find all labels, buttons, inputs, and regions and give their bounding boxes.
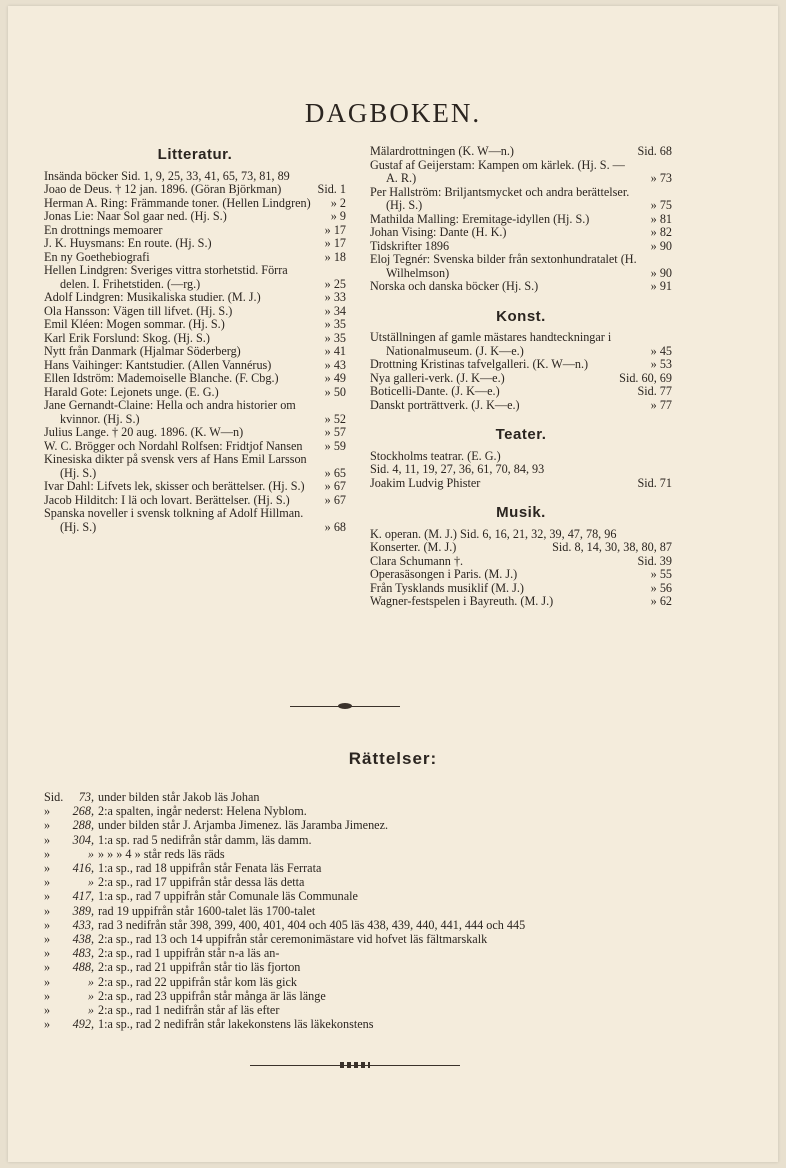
correction-row [44, 946, 744, 960]
entry-page: » 41 [324, 344, 346, 358]
correction-text: 2:a sp., rad 21 uppifrån står tio läs fjorton [98, 960, 301, 975]
entry-title: Jane Gernandt-Claine: Hella och andra historier om kvinnor. (Hj. S.) [44, 398, 296, 426]
correction-page: 73, [78, 790, 94, 804]
entry-page: » 82 [650, 225, 672, 239]
section-divider [290, 706, 400, 707]
index-entry [370, 568, 672, 582]
correction-row [44, 1003, 744, 1017]
musik-list [370, 528, 672, 609]
teater-list [370, 450, 672, 491]
teater-heading: Teater. [495, 426, 547, 443]
entry-title: Hans Vaihinger: Kantstudier. (Allen Vannérus) [44, 357, 272, 372]
index-entry [44, 318, 346, 332]
right-column [370, 145, 672, 609]
entry-title: J. K. Huysmans: En route. (Hj. S.) [44, 236, 212, 250]
index-entry [44, 453, 346, 480]
correction-text: 2:a sp., rad 22 uppifrån står kom läs gick [98, 974, 298, 989]
entry-page: » 90 [650, 265, 672, 280]
entry-page: » 62 [650, 594, 672, 608]
entry-page: » 67 [324, 479, 346, 493]
correction-text: under bilden står Jakob läs Johan [98, 790, 260, 804]
correction-row [44, 975, 744, 989]
index-entry [44, 494, 346, 508]
correction-page: 483, [72, 946, 94, 961]
entry-title: Gustaf af Geijerstam: Kampen om kärlek. (Hj. S. — A. R.) [370, 157, 625, 185]
correction-page: 288, [72, 818, 94, 833]
entry-page: » 90 [650, 238, 672, 253]
entry-page: » 17 [324, 236, 346, 250]
entry-page: » 55 [650, 567, 672, 581]
correction-text: 1:a sp. rad 5 nedifrån står damm, läs damm. [98, 832, 312, 847]
correction-prefix: » [44, 889, 51, 904]
correction-prefix: » [44, 960, 51, 975]
index-entry [44, 291, 346, 305]
correction-prefix: » [44, 988, 51, 1003]
index-entry [44, 399, 346, 426]
correction-text: under bilden står J. Arjamba Jimenez. läs Jaramba Jimenez. [98, 818, 389, 833]
entry-page: » 56 [650, 580, 672, 595]
correction-page: 416, [72, 861, 94, 876]
index-entry [44, 345, 346, 359]
index-entry [370, 186, 672, 213]
index-entry [44, 507, 346, 534]
correction-page: » [87, 846, 94, 861]
entry-title: Stockholms teatrar. (E. G.) [370, 448, 501, 463]
konst-heading: Konst. [496, 307, 546, 325]
index-entry [44, 359, 346, 373]
index-entry [44, 170, 346, 184]
correction-text: 2:a sp., rad 23 uppifrån står många är läs länge [98, 988, 326, 1003]
index-entry [44, 210, 346, 224]
index-entry [44, 224, 346, 238]
entry-page: » 18 [324, 249, 346, 264]
correction-row [44, 960, 744, 974]
index-entry [44, 251, 346, 265]
entry-page: » 59 [324, 438, 346, 453]
correction-row [44, 847, 744, 861]
musik-heading: Musik. [496, 504, 546, 521]
correction-prefix: » [44, 903, 51, 918]
index-entry [370, 463, 672, 477]
entry-title: Per Hallström: Briljantsmycket och andra berättelser. (Hj. S.) [370, 184, 630, 212]
correction-text: 2:a sp., rad 1 uppifrån står n-a läs an- [98, 946, 280, 961]
entry-title: Harald Gote: Lejonets unge. (E. G.) [44, 384, 219, 399]
correction-page: 268, [72, 804, 94, 819]
litteratur-list [44, 170, 346, 535]
entry-title: Utställningen af gamle mästares handteckningar i Nationalmuseum. (J. K—e.) [370, 330, 612, 358]
correction-page: » [87, 988, 94, 1003]
entry-title: Wagner-festspelen i Bayreuth. (M. J.) [370, 594, 554, 608]
entry-page: Sid. 60, 69 [619, 370, 672, 385]
entry-page: » 35 [324, 330, 346, 345]
entry-title: W. C. Brögger och Nordahl Rolfsen: Fridtjof Nansen [44, 438, 303, 453]
correction-text: 2:a sp., rad 13 och 14 uppifrån står ceremonimästare vid hofvet läs fältmarskalk [98, 932, 488, 947]
entry-title: Eloj Tegnér: Svenska bilder från sextonhundratalet (H. Wilhelmson) [370, 252, 637, 280]
correction-prefix: » [44, 832, 51, 847]
entry-title: Spanska noveller i svensk tolkning af Adolf Hillman. (Hj. S.) [44, 506, 304, 534]
correction-text: rad 3 nedifrån står 398, 399, 400, 401, 404 och 405 läs 438, 439, 440, 441, 444 och 445 [98, 917, 526, 932]
end-divider [250, 1065, 460, 1066]
entry-page: » 81 [650, 211, 672, 226]
correction-text: 1:a sp., rad 18 uppifrån står Fenata läs Ferrata [98, 861, 322, 876]
entry-title: Konserter. (M. J.) [370, 540, 457, 554]
index-entry [370, 331, 672, 358]
litteratur-column [44, 148, 346, 534]
correction-prefix: » [44, 917, 51, 932]
correction-page: » [87, 875, 94, 890]
entry-title: Ellen Idström: Mademoiselle Blanche. (F. Cbg.) [44, 371, 279, 385]
rattelser-list [44, 790, 744, 1031]
entry-title: Nytt från Danmark (Hjalmar Söderberg) [44, 344, 241, 358]
index-entry [370, 385, 672, 399]
correction-row [44, 875, 744, 889]
entry-page: » 34 [324, 303, 346, 318]
entry-page: » 57 [324, 425, 346, 439]
entry-title: Hellen Lindgren: Sveriges vittra storhetstid. Förra delen. I. Frihetstiden. (—rg.) [44, 263, 288, 291]
correction-page: 488, [72, 960, 94, 975]
entry-title: Ivar Dahl: Lifvets lek, skisser och berättelser. (Hj. S.) [44, 479, 305, 493]
entry-page: » 45 [650, 343, 672, 358]
page-title: DAGBOKEN. [304, 98, 482, 128]
entry-title: K. operan. (M. J.) Sid. 6, 16, 21, 32, 39, 47, 78, 96 [370, 526, 617, 541]
correction-prefix: » [44, 1003, 51, 1018]
index-entry [370, 253, 672, 280]
entry-title: Emil Kléen: Mogen sommar. (Hj. S.) [44, 317, 225, 331]
correction-row [44, 932, 744, 946]
entry-page: » 77 [650, 397, 672, 412]
entry-title: En ny Goethebiografi [44, 249, 150, 264]
entry-title: Adolf Lindgren: Musikaliska studier. (M. J.) [44, 290, 261, 304]
index-entry [44, 197, 346, 211]
index-entry [370, 226, 672, 240]
correction-page: 433, [72, 917, 94, 932]
entry-page: » 2 [330, 195, 346, 210]
entry-title: Danskt porträttverk. (J. K—e.) [370, 397, 520, 412]
entry-title: Mathilda Malling: Eremitage-idyllen (Hj. S.) [370, 211, 590, 226]
index-entry [370, 595, 672, 609]
correction-text: 1:a sp., rad 7 uppifrån står Comunale läs Communale [98, 889, 358, 904]
entry-page: » 25 [324, 276, 346, 291]
index-entry [370, 450, 672, 464]
entry-page: » 35 [324, 317, 346, 331]
correction-prefix: » [44, 974, 51, 989]
entry-page: » 52 [324, 411, 346, 426]
ornament-icon [338, 703, 352, 709]
correction-page: 492, [72, 1017, 94, 1032]
index-entry [370, 372, 672, 386]
entry-title: Mälardrottningen (K. W—n.) [370, 144, 514, 158]
correction-prefix: » [44, 804, 51, 819]
correction-page: 417, [72, 889, 94, 904]
entry-title: Joao de Deus. † 12 jan. 1896. (Göran Björkman) [44, 182, 282, 196]
index-entry [44, 386, 346, 400]
index-entry [370, 582, 672, 596]
correction-page: » [87, 974, 94, 989]
index-entry [370, 145, 672, 159]
index-entry [44, 237, 346, 251]
entry-title: Boticelli-Dante. (J. K—e.) [370, 384, 500, 398]
entry-title: Joakim Ludvig Phister [370, 475, 481, 490]
correction-text: rad 19 uppifrån står 1600-talet läs 1700-talet [98, 903, 316, 918]
entry-page: Sid. 8, 14, 30, 38, 80, 87 [552, 540, 672, 554]
entry-title: Julius Lange. † 20 aug. 1896. (K. W—n) [44, 425, 244, 439]
correction-row [44, 818, 744, 832]
konst-list [370, 331, 672, 412]
entry-page: Sid. 1 [317, 182, 346, 196]
correction-text: 2:a sp., rad 1 nedifrån står af läs efter [98, 1003, 280, 1018]
entry-title: Från Tysklands musiklif (M. J.) [370, 580, 524, 595]
correction-text: 2:a sp., rad 17 uppifrån står dessa läs detta [98, 875, 305, 890]
correction-page: » [87, 1003, 94, 1018]
entry-page: » 75 [650, 198, 672, 212]
correction-row [44, 889, 744, 903]
correction-page: 389, [72, 903, 94, 918]
entry-title: Clara Schumann †. [370, 553, 464, 568]
entry-page: » 17 [324, 222, 346, 237]
entry-title: Jacob Hilditch: I lä och lovart. Berättelser. (Hj. S.) [44, 492, 290, 507]
correction-row [44, 804, 744, 818]
correction-row [44, 918, 744, 932]
entry-title: Herman A. Ring: Främmande toner. (Hellen Lindgren) [44, 195, 311, 210]
entry-page: Sid. 77 [637, 384, 672, 398]
correction-text: 2:a spalten, ingår nederst: Helena Nyblom. [98, 804, 307, 819]
litteratur-heading: Litteratur. [157, 146, 233, 163]
correction-row [44, 904, 744, 918]
index-entry [370, 213, 672, 227]
entry-page: » 33 [324, 290, 346, 304]
index-entry [44, 332, 346, 346]
entry-title: Jonas Lie: Naar Sol gaar ned. (Hj. S.) [44, 209, 227, 223]
entry-title: Ola Hansson: Vägen till lifvet. (Hj. S.) [44, 303, 233, 318]
correction-prefix: » [44, 861, 51, 876]
index-entry [44, 372, 346, 386]
correction-text: 1:a sp., rad 2 nedifrån står lakekonstens läs läkekonstens [98, 1017, 374, 1032]
rattelser-heading: Rättelser: [348, 749, 438, 768]
entry-page: » 73 [650, 171, 672, 185]
correction-prefix: » [44, 846, 51, 861]
entry-title: Nya galleri-verk. (J. K—e.) [370, 370, 505, 385]
entry-title: Insända böcker Sid. 1, 9, 25, 33, 41, 65, 73, 81, 89 [44, 168, 290, 183]
index-entry [44, 426, 346, 440]
correction-prefix: » [44, 818, 51, 833]
entry-title: Karl Erik Forslund: Skog. (Hj. S.) [44, 330, 210, 345]
entry-page: Sid. 71 [637, 475, 672, 490]
correction-row [44, 989, 744, 1003]
correction-prefix: » [44, 875, 51, 890]
correction-row [44, 833, 744, 847]
correction-row [44, 861, 744, 875]
index-entry [370, 358, 672, 372]
index-entry [44, 480, 346, 494]
index-entry [44, 305, 346, 319]
index-entry [44, 440, 346, 454]
index-entry [370, 541, 672, 555]
correction-page: 438, [72, 932, 94, 947]
index-entry [44, 183, 346, 197]
entry-page: » 67 [324, 492, 346, 507]
entry-page: Sid. 39 [637, 553, 672, 568]
entry-page: » 49 [324, 371, 346, 385]
entry-title: Kinesiska dikter på svensk vers af Hans Emil Larsson (Hj. S.) [44, 452, 307, 480]
entry-title: Johan Vising: Dante (H. K.) [370, 225, 507, 239]
entry-page: » 50 [324, 384, 346, 399]
index-entry [370, 159, 672, 186]
entry-title: Drottning Kristinas tafvelgalleri. (K. W—n.) [370, 357, 589, 371]
entry-title: Norska och danska böcker (Hj. S.) [370, 279, 539, 293]
correction-prefix: Sid. [44, 790, 64, 804]
entry-title: En drottnings memoarer [44, 222, 163, 237]
correction-row [44, 1017, 744, 1031]
entry-page: » 53 [650, 357, 672, 371]
entry-title: Operasäsongen i Paris. (M. J.) [370, 567, 518, 581]
index-entry [370, 477, 672, 491]
index-entry [370, 528, 672, 542]
entry-page: » 65 [324, 465, 346, 480]
correction-text: » » » 4 » står reds läs räds [98, 846, 225, 861]
index-entry [44, 264, 346, 291]
correction-prefix: » [44, 932, 51, 947]
entry-title: Tidskrifter 1896 [370, 238, 450, 253]
index-entry [370, 399, 672, 413]
entry-title: Sid. 4, 11, 19, 27, 36, 61, 70, 84, 93 [370, 462, 545, 476]
index-entry [370, 280, 672, 294]
index-entry [370, 240, 672, 254]
ornament-icon [340, 1062, 370, 1068]
index-entry [370, 555, 672, 569]
litteratur-continued-list [370, 145, 672, 294]
correction-page: 304, [72, 832, 94, 847]
entry-page: » 9 [330, 209, 346, 223]
entry-page: Sid. 68 [637, 144, 672, 158]
entry-page: » 68 [324, 519, 346, 534]
correction-row [44, 790, 744, 804]
correction-prefix: » [44, 1017, 51, 1032]
entry-page: » 43 [324, 357, 346, 372]
correction-prefix: » [44, 946, 51, 961]
entry-page: » 91 [650, 279, 672, 293]
